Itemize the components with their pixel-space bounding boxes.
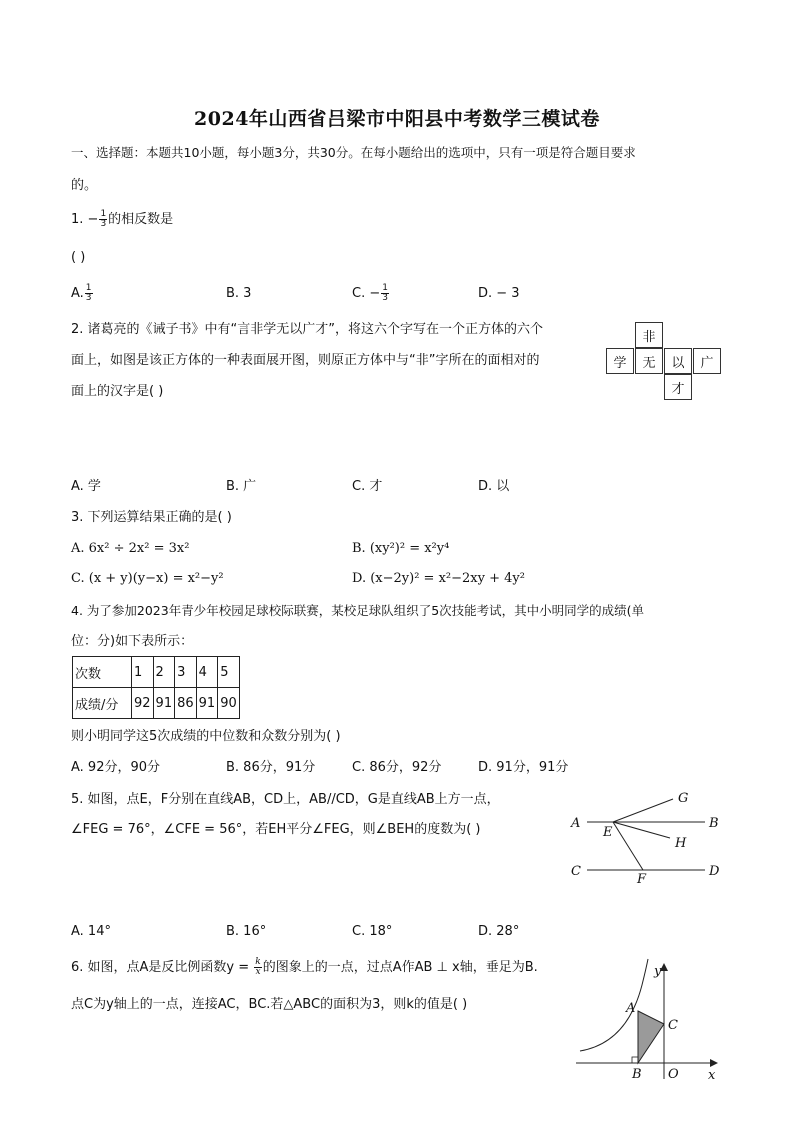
question-6-stem: 6. 如图，点A是反比例函数y = $\frac{k}{x}$ 的图象上的一点，过点A作AB ⊥ x轴，垂足为B. bbox=[71, 957, 538, 977]
label-b: B bbox=[632, 1067, 642, 1082]
table-cell: 5 bbox=[218, 657, 240, 688]
q5-option-c[interactable]: C. 18° bbox=[352, 924, 393, 939]
score-table bbox=[72, 656, 240, 719]
cube-face: 以 bbox=[664, 348, 692, 374]
q4-option-d[interactable]: D. 91分，91分 bbox=[478, 760, 569, 775]
q2-option-a[interactable]: A. 学 bbox=[71, 479, 101, 494]
table-cell: 91 bbox=[196, 688, 218, 719]
cube-face: 非 bbox=[635, 322, 663, 348]
page-title: 2024年山西省吕梁市中阳县中考数学三模试卷 bbox=[194, 108, 600, 130]
table-row bbox=[73, 657, 240, 688]
x-axis-arrow bbox=[710, 1059, 718, 1067]
q2-option-d[interactable]: D. 以 bbox=[478, 479, 510, 494]
q5-option-b[interactable]: B. 16° bbox=[226, 924, 267, 939]
parallel-lines-figure bbox=[565, 785, 730, 885]
table-cell: 2 bbox=[153, 657, 175, 688]
q1-option-a[interactable]: A. $\frac{1}{3}$ bbox=[71, 283, 92, 303]
table-cell: 92 bbox=[132, 688, 154, 719]
label-f: F bbox=[637, 872, 647, 885]
cube-face: 无 bbox=[635, 348, 663, 374]
cube-face: 才 bbox=[664, 374, 692, 400]
q4-option-b[interactable]: B. 86分，91分 bbox=[226, 760, 316, 775]
label-h: H bbox=[675, 836, 687, 851]
question-4-question: 则小明同学这5次成绩的中位数和众数分别为( ) bbox=[71, 729, 341, 744]
inverse-function-figure bbox=[572, 955, 722, 1085]
q3-option-c[interactable]: C. (x + y)(y−x) = x²−y² bbox=[71, 571, 224, 586]
label-d: D bbox=[709, 864, 720, 879]
q1-option-c[interactable]: C. − $\frac{1}{3}$ bbox=[352, 283, 388, 303]
triangle-abc bbox=[638, 1011, 664, 1063]
table-cell: 1 bbox=[132, 657, 154, 688]
label-a: A bbox=[571, 816, 581, 831]
q5-option-a[interactable]: A. 14° bbox=[71, 924, 111, 939]
q1-option-d[interactable]: D. − 3 bbox=[478, 286, 520, 301]
q5-option-d[interactable]: D. 28° bbox=[478, 924, 520, 939]
fraction: $\frac{1}{3}$ bbox=[100, 209, 107, 229]
question-6-stem-cont: 点C为y轴上的一点，连接AC，BC.若△ABC的面积为3，则k的值是( ) bbox=[71, 997, 468, 1012]
q3-option-a[interactable]: A. 6x² ÷ 2x² = 3x² bbox=[71, 541, 190, 556]
q2-option-b[interactable]: B. 广 bbox=[226, 479, 257, 494]
table-row bbox=[73, 688, 240, 719]
table-cell: 86 bbox=[175, 688, 197, 719]
q1-option-b[interactable]: B. 3 bbox=[226, 286, 252, 301]
section-instructions-cont: 的。 bbox=[71, 178, 98, 193]
section-instructions: 一、选择题：本题共10小题，每小题3分，共30分。在每小题给出的选项中，只有一项是符合题目要求 bbox=[71, 145, 636, 160]
question-4-stem: 4. 为了参加2023年青少年校园足球校际联赛，某校足球队组织了5次技能考试，其中小明同学的成绩(单 bbox=[71, 603, 645, 618]
question-2-stem: 2. 诸葛亮的《诫子书》中有“言非学无以广才”，将这六个字写在一个正方体的六个 bbox=[71, 322, 544, 337]
q4-option-c[interactable]: C. 86分，92分 bbox=[352, 760, 442, 775]
table-cell: 次数 bbox=[73, 657, 132, 688]
question-4-stem-cont: 位：分)如下表所示： bbox=[71, 634, 194, 649]
question-2-stem-cont: 面上，如图是该正方体的一种表面展开图，则原正方体中与“非”字所在的面相对的 bbox=[71, 353, 540, 368]
table-cell: 90 bbox=[218, 688, 240, 719]
cube-face: 广 bbox=[693, 348, 721, 374]
label-b: B bbox=[709, 816, 719, 831]
ray-eg bbox=[613, 799, 673, 822]
table-cell: 91 bbox=[153, 688, 175, 719]
question-2-stem-end: 面上的汉字是( ) bbox=[71, 384, 164, 399]
right-angle-mark bbox=[632, 1057, 638, 1063]
table-cell: 成绩/分 bbox=[73, 688, 132, 719]
label-y: y bbox=[654, 964, 662, 979]
table-cell: 4 bbox=[196, 657, 218, 688]
label-e: E bbox=[603, 825, 613, 840]
q3-option-b[interactable]: B. (xy²)² = x²y⁴ bbox=[352, 541, 450, 556]
label-o: O bbox=[668, 1067, 679, 1082]
question-5-stem: 5. 如图，点E，F分别在直线AB，CD上，AB//CD，G是直线AB上方一点， bbox=[71, 792, 500, 807]
question-3-stem: 3. 下列运算结果正确的是( ) bbox=[71, 510, 232, 525]
label-g: G bbox=[678, 791, 689, 806]
label-x: x bbox=[708, 1068, 716, 1083]
cube-face: 学 bbox=[606, 348, 634, 374]
table-cell: 3 bbox=[175, 657, 197, 688]
label-c: C bbox=[571, 864, 581, 879]
label-c: C bbox=[668, 1018, 678, 1033]
q4-option-a[interactable]: A. 92分，90分 bbox=[71, 760, 161, 775]
label-a: A bbox=[626, 1001, 636, 1016]
answer-paren: ( ) bbox=[71, 250, 86, 265]
q3-option-d[interactable]: D. (x−2y)² = x²−2xy + 4y² bbox=[352, 571, 525, 586]
q2-option-c[interactable]: C. 才 bbox=[352, 479, 383, 494]
question-1-stem: 1. − $\frac{1}{3}$ 的相反数是 bbox=[71, 209, 174, 229]
question-5-stem-cont: ∠FEG = 76°，∠CFE = 56°，若EH平分∠FEG，则∠BEH的度数为( ) bbox=[71, 822, 481, 837]
